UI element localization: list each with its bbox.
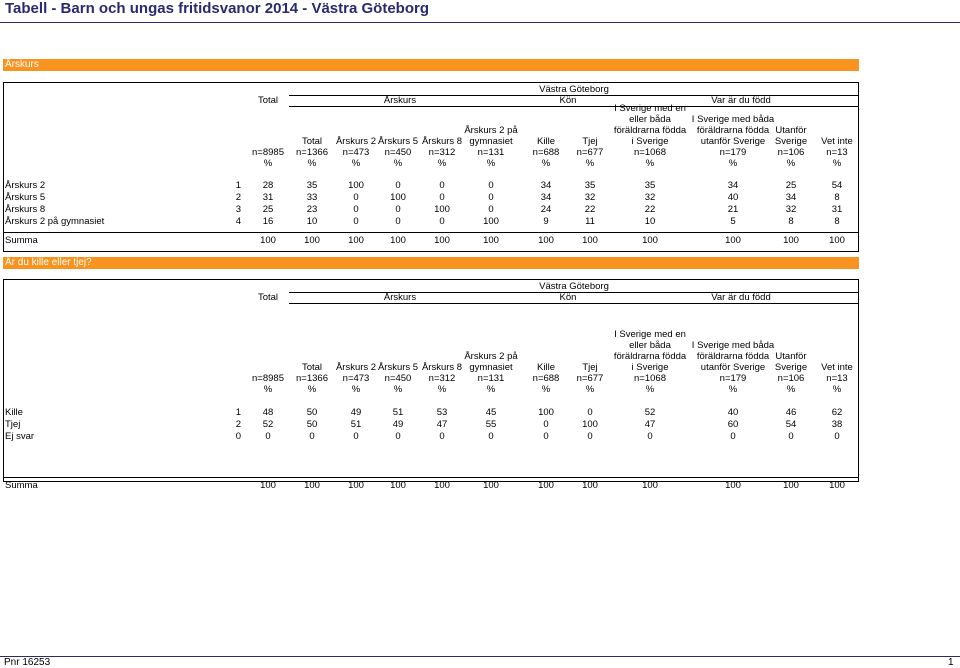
table-cell: 47 xyxy=(436,419,448,430)
column-header-n: n=179 xyxy=(719,373,747,384)
column-header-pct: % xyxy=(307,158,317,169)
column-header-n: n=473 xyxy=(342,147,370,158)
table-cell: 54 xyxy=(785,419,797,430)
table-cell: 0 xyxy=(488,192,494,203)
column-header-n: n=13 xyxy=(826,373,848,384)
summa-cell: 100 xyxy=(783,235,799,246)
table-cell: 25 xyxy=(262,204,274,215)
column-header-pct: % xyxy=(437,384,447,395)
summa-cell: 100 xyxy=(783,480,799,491)
table-cell: 32 xyxy=(644,192,656,203)
table-cell: 32 xyxy=(584,192,596,203)
summa-cell: 100 xyxy=(725,480,741,491)
column-header-label: Vet inte xyxy=(821,362,853,373)
section-heading-band: Årskurs xyxy=(3,59,859,71)
column-header-n: n=8985 xyxy=(252,373,284,384)
table-cell: 0 xyxy=(353,204,359,215)
column-header-pct: % xyxy=(307,384,317,395)
table-cell: 5 xyxy=(730,216,736,227)
column-header-label: Årskurs 2 xyxy=(335,362,377,373)
group-kon-header: Kön xyxy=(559,292,577,303)
column-header-pct: % xyxy=(486,384,496,395)
table-cell: 38 xyxy=(831,419,843,430)
table-cell: 23 xyxy=(306,204,318,215)
row-code: 1 xyxy=(235,180,241,191)
table-cell: 40 xyxy=(727,192,739,203)
footer-pnr: Pnr 16253 xyxy=(4,657,51,668)
summa-cell: 100 xyxy=(260,235,276,246)
table-cell: 0 xyxy=(439,180,445,191)
column-header-pct: % xyxy=(541,158,551,169)
column-header-label: i Sverige xyxy=(631,136,669,147)
summa-divider xyxy=(3,232,859,233)
column-header-label: föräldrarna födda xyxy=(696,125,770,136)
column-header-n: n=8985 xyxy=(252,147,284,158)
row-code: 2 xyxy=(235,192,241,203)
table-cell: 0 xyxy=(395,431,401,442)
table-cell: 34 xyxy=(540,192,552,203)
table-cell: 48 xyxy=(262,407,274,418)
column-header-label: Årskurs 8 xyxy=(421,136,463,147)
table-cell: 10 xyxy=(644,216,656,227)
table-cell: 34 xyxy=(540,180,552,191)
summa-divider xyxy=(3,477,859,478)
table-cell: 34 xyxy=(727,180,739,191)
group-total-header: Total xyxy=(257,292,279,303)
summa-cell: 100 xyxy=(434,480,450,491)
column-header-pct: % xyxy=(263,158,273,169)
column-header-label: utanför Sverige xyxy=(700,136,766,147)
table-cell: 100 xyxy=(348,180,364,191)
row-label: Årskurs 2 xyxy=(5,180,46,191)
column-header-label: Årskurs 5 xyxy=(377,362,419,373)
column-header-n: n=450 xyxy=(384,373,412,384)
column-header-label: i Sverige xyxy=(631,362,669,373)
section-heading-band: Är du kille eller tjej? xyxy=(3,257,859,269)
table-cell: 40 xyxy=(727,407,739,418)
table-cell: 52 xyxy=(644,407,656,418)
column-header-pct: % xyxy=(832,384,842,395)
table-cell: 11 xyxy=(585,216,595,227)
column-header-n: n=312 xyxy=(428,147,456,158)
table-cell: 22 xyxy=(644,204,656,215)
table-cell: 35 xyxy=(306,180,318,191)
table-cell: 32 xyxy=(785,204,797,215)
table-cell: 21 xyxy=(727,204,739,215)
group-total-header: Total xyxy=(257,95,279,106)
row-label: Ej svar xyxy=(5,431,35,442)
column-header-n: n=179 xyxy=(719,147,747,158)
table-cell: 10 xyxy=(306,216,318,227)
table-cell: 8 xyxy=(834,192,840,203)
region-header: Västra Göteborg xyxy=(539,281,609,292)
table-cell: 49 xyxy=(350,407,362,418)
column-header-label: Årskurs 2 xyxy=(335,136,377,147)
column-header-n: n=473 xyxy=(342,373,370,384)
table-cell: 0 xyxy=(439,192,445,203)
table-cell: 54 xyxy=(831,180,843,191)
row-label: Årskurs 5 xyxy=(5,192,46,203)
summa-cell: 100 xyxy=(829,235,845,246)
table-cell: 16 xyxy=(262,216,274,227)
column-header-label: Kille xyxy=(537,136,555,147)
summa-cell: 100 xyxy=(582,235,598,246)
row-label: Tjej xyxy=(5,419,21,430)
column-header-n: n=688 xyxy=(532,147,560,158)
table-cell: 100 xyxy=(390,192,406,203)
row-label: Kille xyxy=(5,407,23,418)
table-cell: 100 xyxy=(582,419,598,430)
row-code: 3 xyxy=(235,204,241,215)
column-header-label: gymnasiet xyxy=(469,136,513,147)
page-title: Tabell - Barn och ungas fritidsvanor 2014 - Västra Göteborg xyxy=(5,0,429,17)
table-cell: 35 xyxy=(584,180,596,191)
table-cell: 28 xyxy=(262,180,274,191)
table-cell: 0 xyxy=(309,431,315,442)
table-cell: 55 xyxy=(485,419,497,430)
column-header-n: n=13 xyxy=(826,147,848,158)
column-header-n: n=131 xyxy=(477,147,505,158)
column-header-label: I Sverige med båda xyxy=(691,340,775,351)
summa-cell: 100 xyxy=(829,480,845,491)
table-cell: 31 xyxy=(831,204,843,215)
summa-cell: 100 xyxy=(538,235,554,246)
table-cell: 0 xyxy=(439,216,445,227)
table-cell: 51 xyxy=(350,419,362,430)
column-header-label: eller båda xyxy=(629,340,671,351)
column-header-pct: % xyxy=(486,158,496,169)
column-header-pct: % xyxy=(645,384,655,395)
summa-cell: 100 xyxy=(642,480,658,491)
summa-cell: 100 xyxy=(538,480,554,491)
summa-cell: 100 xyxy=(304,480,320,491)
table-cell: 51 xyxy=(392,407,404,418)
column-header-pct: % xyxy=(393,158,403,169)
group-arskurs-header: Årskurs xyxy=(383,292,417,303)
column-header-label: Vet inte xyxy=(821,136,853,147)
table-cell: 35 xyxy=(644,180,656,191)
column-header-label: Utanför xyxy=(775,351,807,362)
table-cell: 50 xyxy=(306,419,318,430)
column-header-pct: % xyxy=(645,158,655,169)
column-header-label: Årskurs 2 på xyxy=(464,125,518,136)
column-header-pct: % xyxy=(351,384,361,395)
summa-cell: 100 xyxy=(582,480,598,491)
column-header-pct: % xyxy=(728,384,738,395)
table-cell: 8 xyxy=(788,216,794,227)
column-header-pct: % xyxy=(786,384,796,395)
column-header-pct: % xyxy=(351,158,361,169)
table-cell: 100 xyxy=(483,216,499,227)
row-code: 2 xyxy=(235,419,241,430)
column-header-label: eller båda xyxy=(629,114,671,125)
column-header-label: Sverige xyxy=(774,136,808,147)
table-cell: 45 xyxy=(485,407,497,418)
group-fodd-header: Var är du född xyxy=(711,292,771,303)
column-header-n: n=1366 xyxy=(296,147,328,158)
table-cell: 0 xyxy=(730,431,736,442)
table-cell: 100 xyxy=(538,407,554,418)
table-cell: 62 xyxy=(831,407,843,418)
column-header-n: n=312 xyxy=(428,373,456,384)
summa-cell: 100 xyxy=(434,235,450,246)
table-cell: 0 xyxy=(543,419,549,430)
table-cell: 22 xyxy=(584,204,596,215)
summa-cell: 100 xyxy=(304,235,320,246)
column-header-label: Årskurs 5 xyxy=(377,136,419,147)
column-header-pct: % xyxy=(541,384,551,395)
column-header-label: Sverige xyxy=(774,362,808,373)
column-header-label: I Sverige med en xyxy=(614,329,686,340)
column-header-label: Årskurs 2 på xyxy=(464,351,518,362)
title-divider xyxy=(0,22,960,23)
group-arskurs-header: Årskurs xyxy=(383,95,417,106)
column-header-pct: % xyxy=(585,158,595,169)
column-header-label: föräldrarna födda xyxy=(613,351,687,362)
summa-label: Summa xyxy=(5,480,38,491)
column-header-label: Total xyxy=(301,136,323,147)
column-header-label: I Sverige med en xyxy=(614,103,686,114)
column-header-label: Årskurs 8 xyxy=(421,362,463,373)
column-header-pct: % xyxy=(437,158,447,169)
summa-cell: 100 xyxy=(642,235,658,246)
column-header-label: Total xyxy=(301,362,323,373)
table-cell: 60 xyxy=(727,419,739,430)
column-header-n: n=677 xyxy=(576,147,604,158)
column-header-n: n=131 xyxy=(477,373,505,384)
row-label: Årskurs 2 på gymnasiet xyxy=(5,216,105,227)
column-header-label: Tjej xyxy=(582,136,598,147)
summa-cell: 100 xyxy=(483,480,499,491)
table-cell: 46 xyxy=(785,407,797,418)
row-code: 1 xyxy=(235,407,241,418)
column-header-n: n=1068 xyxy=(634,373,666,384)
column-header-label: utanför Sverige xyxy=(700,362,766,373)
table-cell: 0 xyxy=(488,204,494,215)
column-header-label: föräldrarna födda xyxy=(696,351,770,362)
table-cell: 0 xyxy=(353,216,359,227)
summa-cell: 100 xyxy=(348,480,364,491)
table-cell: 47 xyxy=(644,419,656,430)
table-cell: 0 xyxy=(439,431,445,442)
row-label: Årskurs 8 xyxy=(5,204,46,215)
table-cell: 34 xyxy=(785,192,797,203)
column-header-n: n=677 xyxy=(576,373,604,384)
table-cell: 0 xyxy=(647,431,653,442)
column-header-label: Utanför xyxy=(775,125,807,136)
table-cell: 24 xyxy=(540,204,552,215)
table-cell: 0 xyxy=(587,431,593,442)
column-header-n: n=688 xyxy=(532,373,560,384)
column-header-pct: % xyxy=(728,158,738,169)
table-cell: 0 xyxy=(265,431,271,442)
summa-cell: 100 xyxy=(725,235,741,246)
table-cell: 49 xyxy=(392,419,404,430)
table-cell: 0 xyxy=(395,180,401,191)
summa-cell: 100 xyxy=(260,480,276,491)
column-header-pct: % xyxy=(263,384,273,395)
table-cell: 0 xyxy=(395,216,401,227)
table-cell: 52 xyxy=(262,419,274,430)
table-cell: 0 xyxy=(488,180,494,191)
table-cell: 100 xyxy=(434,204,450,215)
table-cell: 53 xyxy=(436,407,448,418)
column-header-label: Tjej xyxy=(582,362,598,373)
column-header-n: n=1366 xyxy=(296,373,328,384)
table-cell: 0 xyxy=(788,431,794,442)
column-header-pct: % xyxy=(786,158,796,169)
column-header-n: n=106 xyxy=(777,147,805,158)
group-underline xyxy=(289,106,858,107)
column-header-n: n=1068 xyxy=(634,147,666,158)
table-cell: 0 xyxy=(587,407,593,418)
column-header-pct: % xyxy=(585,384,595,395)
table-cell: 0 xyxy=(353,431,359,442)
row-code: 4 xyxy=(235,216,241,227)
column-header-pct: % xyxy=(832,158,842,169)
group-fodd-header: Var är du född xyxy=(711,95,771,106)
summa-cell: 100 xyxy=(348,235,364,246)
table-cell: 33 xyxy=(306,192,318,203)
table-cell: 0 xyxy=(353,192,359,203)
column-header-label: Kille xyxy=(537,362,555,373)
row-code: 0 xyxy=(235,431,241,442)
column-header-n: n=106 xyxy=(777,373,805,384)
summa-cell: 100 xyxy=(390,480,406,491)
summa-cell: 100 xyxy=(483,235,499,246)
table-cell: 0 xyxy=(543,431,549,442)
column-header-label: föräldrarna födda xyxy=(613,125,687,136)
column-header-label: gymnasiet xyxy=(469,362,513,373)
table-cell: 31 xyxy=(262,192,274,203)
group-kon-header: Kön xyxy=(559,95,577,106)
summa-label: Summa xyxy=(5,235,38,246)
table-cell: 50 xyxy=(306,407,318,418)
column-header-pct: % xyxy=(393,384,403,395)
footer-page-number: 1 xyxy=(948,657,954,668)
column-header-n: n=450 xyxy=(384,147,412,158)
footer-divider xyxy=(0,656,960,657)
column-header-label: I Sverige med båda xyxy=(691,114,775,125)
table-cell: 9 xyxy=(543,216,549,227)
group-underline xyxy=(289,303,858,304)
table-cell: 8 xyxy=(834,216,840,227)
summa-cell: 100 xyxy=(390,235,406,246)
table-cell: 25 xyxy=(785,180,797,191)
table-cell: 0 xyxy=(834,431,840,442)
region-header: Västra Göteborg xyxy=(539,84,609,95)
table-cell: 0 xyxy=(488,431,494,442)
table-cell: 0 xyxy=(395,204,401,215)
